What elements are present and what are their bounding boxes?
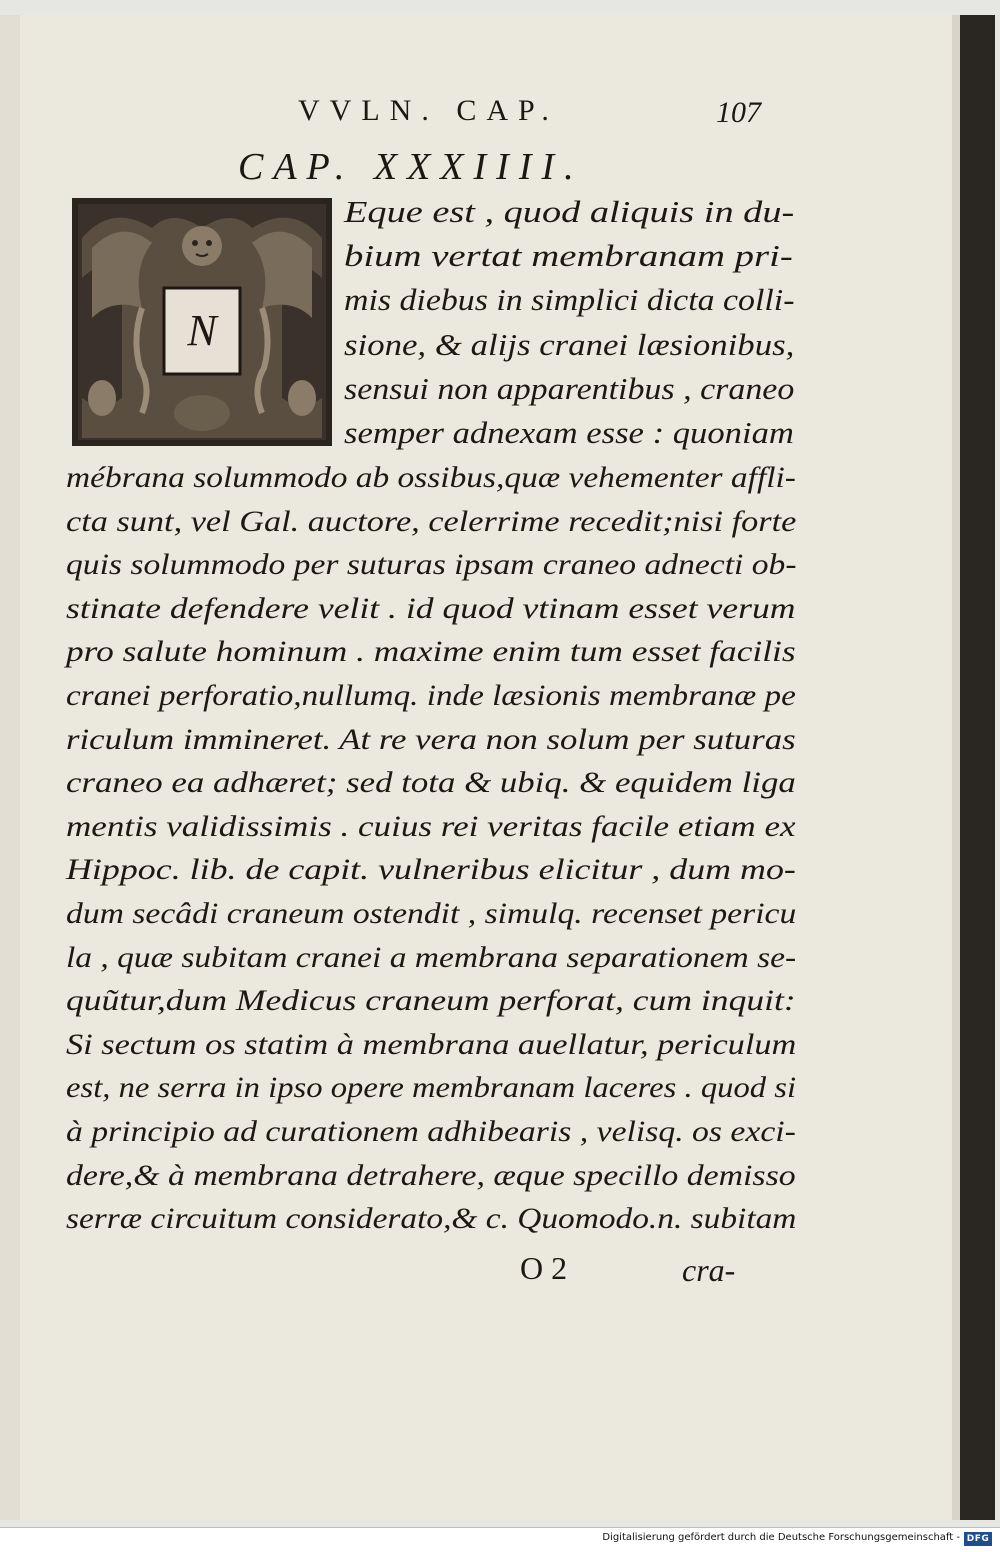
initial-letter: N <box>187 306 217 355</box>
chapter-title: CAP. XXXIIII. <box>238 146 584 188</box>
text-line: mentis validissimis . cuius rei veritas facile etiam ex <box>66 809 796 843</box>
text-line: semper adnexam esse : quoniam <box>344 415 794 450</box>
running-head: VVLN. CAP. <box>298 94 559 127</box>
text-line: mébrana solummodo ab ossibus,quæ vehementer affli- <box>66 461 796 494</box>
text-line: sensui non apparentibus , craneo <box>344 370 795 406</box>
text-line: dere,& à membrana detrahere, æque specillo demisso <box>66 1158 796 1192</box>
text-line: la , quæ subitam cranei a membrana separationem se- <box>66 940 797 974</box>
decorated-initial-woodcut <box>72 198 332 446</box>
text-line: serræ circuitum considerato,& c. Quomodo.n. subitam <box>66 1202 797 1236</box>
text-line: cta sunt, vel Gal. auctore, celerrime recedit;nisi forte <box>66 504 797 538</box>
catchword: cra- <box>682 1252 736 1288</box>
text-line: craneo ea adhæret; sed tota & ubiq. & equidem liga <box>66 766 796 800</box>
funding-credit: Digitalisierung gefördert durch die Deutsche Forschungsgemeinschaft - <box>602 1532 960 1543</box>
text-line: bium vertat membranam pri- <box>344 238 793 274</box>
text-line: à principio ad curationem adhibearis , velisq. os exci- <box>66 1115 796 1148</box>
dfg-logo: DFG <box>964 1532 992 1546</box>
book-cover-edge <box>960 15 995 1520</box>
page-left-edge <box>0 15 20 1520</box>
text-line: stinate defendere velit . id quod vtinam esset verum <box>66 591 796 625</box>
text-line: quis solummodo per suturas ipsam craneo adnecti ob- <box>66 548 797 582</box>
footer-bar <box>0 1527 1000 1552</box>
text-line: est, ne serra in ipso opere membranam laceres . quod si <box>66 1071 797 1105</box>
text-line: cranei perforatio,nullumq. inde læsionis membranæ pe <box>66 679 796 712</box>
text-line: pro salute hominum . maxime enim tum esset facilis <box>66 635 796 669</box>
text-line: riculum immineret. At re vera non solum per suturas <box>66 722 796 756</box>
text-line: Eque est , quod aliquis in du- <box>344 194 795 229</box>
text-line: dum secâdi craneum ostendit , simulq. recenset pericu <box>66 897 797 930</box>
text-line: Si sectum os statim à membrana auellatur, periculum <box>66 1027 797 1061</box>
page-number: 107 <box>716 96 761 129</box>
text-line: Hippoc. lib. de capit. vulneribus elicitur , dum mo- <box>66 853 796 887</box>
text-line: quũtur,dum Medicus craneum perforat, cum inquit: <box>66 984 796 1018</box>
signature-mark: O 2 <box>520 1250 568 1286</box>
text-line: mis diebus in simplici dicta colli- <box>344 282 795 318</box>
text-line: sione, & alijs cranei læsionibus, <box>344 326 795 362</box>
